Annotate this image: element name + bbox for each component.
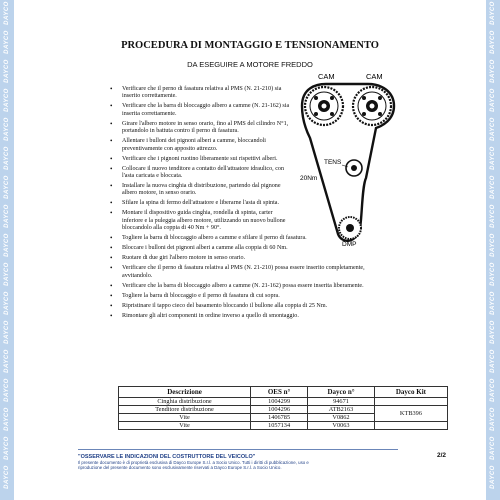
cell-kit-empty (374, 422, 447, 430)
brand-watermark: DAYCO (490, 1, 496, 25)
brand-watermark: DAYCO (4, 320, 10, 344)
procedure-step: • Bloccare i bulloni dei pignoni alberi a camme alla coppia di 60 Nm. (110, 245, 390, 252)
brand-watermark: DAYCO (4, 117, 10, 141)
col-descrizione: Descrizione (119, 387, 251, 398)
left-brand-strip (0, 0, 14, 500)
label-tens: TENS (324, 159, 342, 166)
col-kit: Dayco Kit (374, 387, 447, 398)
brand-watermark: DAYCO (490, 349, 496, 373)
cell-oes: 1004296 (251, 406, 308, 414)
brand-watermark: DAYCO (4, 378, 10, 402)
brand-watermark: DAYCO (4, 30, 10, 54)
procedure-step: • Rimontare gli altri componenti in ordine inverso a quello di smontaggio. (110, 313, 390, 320)
label-cam-right: CAM (366, 72, 383, 81)
page-subtitle: DA ESEGUIRE A MOTORE FREDDO (187, 60, 313, 69)
brand-watermark: DAYCO (4, 1, 10, 25)
table-row (119, 398, 448, 406)
page-number: 2/2 (436, 452, 446, 459)
brand-watermark: DAYCO (4, 407, 10, 431)
cell-oes: 1004299 (251, 398, 308, 406)
brand-watermark: DAYCO (490, 88, 496, 112)
procedure-step: • Verificare che il perno di fasatura relativa al PMS (N. 21-210) sia inserito correttamente. (110, 86, 290, 101)
brand-watermark: DAYCO (490, 378, 496, 402)
cell-desc: Cinghia distribuzione (119, 398, 251, 406)
brand-watermark: DAYCO (4, 465, 10, 489)
brand-watermark: DAYCO (490, 233, 496, 257)
procedure-step: • Ruotare di due giri l'albero motore in senso orario. (110, 255, 390, 262)
crankshaft-pulley (339, 217, 361, 239)
cell-dayco: V0862 (308, 414, 375, 422)
procedure-step: • Girare l'albero motore in senso orario, fino al PMS del cilindro N°1, portandolo in battuta contro il perno di fasatura. (110, 121, 290, 136)
label-torque: 20Nm (300, 175, 318, 182)
footer-line-1: Il presente documento è di proprietà esclusiva di Dayco Europe S.r.l. a Socio Unico. Tutti i diritti di pubblicazione, uso e (78, 460, 309, 465)
cell-desc: Vite (119, 414, 251, 422)
brand-watermark: DAYCO (4, 146, 10, 170)
procedure-step: • Verificare che i pignoni ruotino liberamente sui rispettivi alberi. (110, 156, 290, 163)
brand-watermark: DAYCO (490, 59, 496, 83)
footer-line-2: riproduzione del presente documento sono esclusivamente riservati a Dayco Europe S.r.l. a Socio Unico. (78, 465, 282, 471)
table-row (119, 422, 448, 430)
parts-table (118, 386, 448, 430)
brand-watermark: DAYCO (490, 407, 496, 431)
col-dayco: Dayco n° (308, 387, 375, 398)
cell-dayco: V0063 (308, 422, 375, 430)
cell-dayco: ATB2163 (308, 406, 375, 414)
brand-watermark: DAYCO (490, 146, 496, 170)
procedure-step: • Montare il dispositivo guida cinghia, rondella di spinta, carter inferiore e la puleggia albero motore, utilizzando un nuovo bullone bloccandolo alla coppia di 40 Nm + 90°. (110, 210, 290, 232)
brand-watermark: DAYCO (490, 291, 496, 315)
procedure-step: • Collocare il nuovo tenditore a contatto dell'attuatore idraulico, con l'asta caricata e bloccata. (110, 166, 290, 181)
table-row (119, 406, 448, 414)
right-brand-strip (486, 0, 500, 500)
tensioner-pulley (346, 160, 362, 176)
brand-watermark: DAYCO (490, 262, 496, 286)
brand-watermark: DAYCO (490, 117, 496, 141)
cell-dayco: 94671 (308, 398, 375, 406)
procedure-step: • Verificare che il perno di fasatura relativa al PMS (N. 21-210) possa essere inserito completamente, avvitandolo. (110, 265, 390, 280)
procedure-step: • Allentare i bulloni dei pignoni alberi a camme, bloccandoli preventivamente con apposito attrezzo. (110, 138, 290, 153)
procedure-step: • Installare la nuova cinghia di distribuzione, partendo dal pignone albero motore, in senso orario. (110, 183, 290, 198)
cell-kit: KTB396 (374, 406, 447, 422)
cam-pulley-left (305, 87, 343, 125)
cell-desc: Vite (119, 422, 251, 430)
cam-pulley-right (353, 87, 391, 125)
brand-watermark: DAYCO (4, 204, 10, 228)
brand-watermark: DAYCO (4, 436, 10, 460)
cell-kit-empty (374, 398, 447, 406)
procedure-step: • Togliere la barra di bloccaggio albero a camme e sfilare il perno di fasatura. (110, 235, 390, 242)
procedure-step: • Togliere la barra di bloccaggio e il perno di fasatura di cui sopra. (110, 293, 390, 300)
cell-oes: 1057134 (251, 422, 308, 430)
brand-watermark: DAYCO (490, 320, 496, 344)
timing-belt-diagram (296, 68, 400, 250)
procedure-step: • Ripristinare il tappo cieco del basamento bloccando il bullone alla coppia di 25 Nm. (110, 303, 390, 310)
brand-watermark: DAYCO (4, 59, 10, 83)
footer-heading: "OSSERVARE LE INDICAZIONI DEL COSTRUTTORE DEL VEICOLO" (78, 454, 256, 460)
brand-watermark: DAYCO (490, 436, 496, 460)
label-cam-left: CAM (318, 72, 335, 81)
page-title: PROCEDURA DI MONTAGGIO E TENSIONAMENTO (121, 40, 379, 51)
brand-watermark: DAYCO (490, 204, 496, 228)
cell-oes: 1406785 (251, 414, 308, 422)
procedure-step: • Sfilare la spina di fermo dell'attuatore e liberarne l'asta di spinta. (110, 200, 290, 207)
cell-desc: Tenditore distribuzione (119, 406, 251, 414)
brand-watermark: DAYCO (4, 175, 10, 199)
brand-watermark: DAYCO (4, 262, 10, 286)
brand-watermark: DAYCO (4, 349, 10, 373)
col-oes: OES n° (251, 387, 308, 398)
brand-watermark: DAYCO (490, 30, 496, 54)
brand-watermark: DAYCO (4, 291, 10, 315)
procedure-step: • Verificare che la barra di bloccaggio albero a camme (N. 21-162) sia inserita correttamente. (110, 103, 290, 118)
brand-watermark: DAYCO (490, 465, 496, 489)
brand-watermark: DAYCO (4, 233, 10, 257)
footer-rule (78, 449, 398, 450)
brand-watermark: DAYCO (4, 88, 10, 112)
footer (78, 454, 374, 471)
procedure-step: • Verificare che la barra di bloccaggio albero a camme (N. 21-162) possa essere inserita liberamente. (110, 283, 390, 290)
brand-watermark: DAYCO (490, 175, 496, 199)
label-dmp: DMP (342, 241, 357, 248)
